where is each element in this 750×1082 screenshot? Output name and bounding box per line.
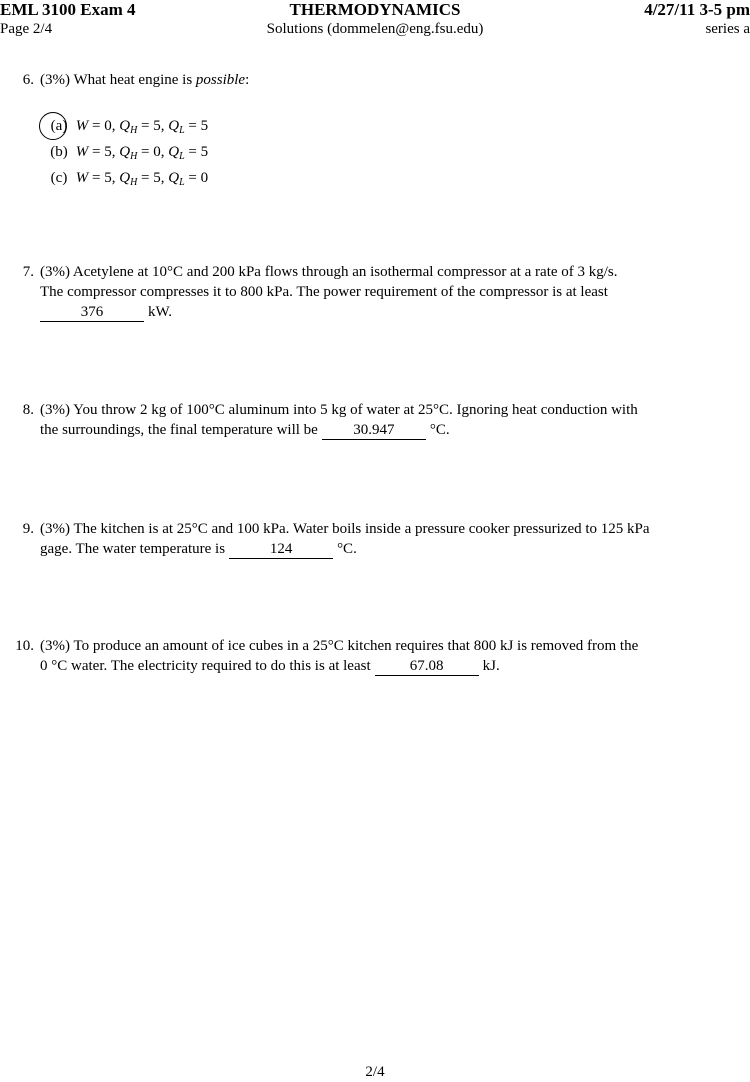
answer-blank: 67.08 bbox=[375, 657, 479, 676]
stem-text: (3%) What heat engine is bbox=[40, 72, 196, 88]
question-text-line: (3%) The kitchen is at 25°C and 100 kPa. Water boils inside a pressure cooker pressurized to 125 kPa bbox=[40, 521, 650, 537]
answer-blank: 124 bbox=[229, 540, 333, 559]
question-text: gage. The water temperature is bbox=[40, 541, 226, 557]
question-number: 9. bbox=[22, 521, 34, 537]
question-text-line: The compressor compresses it to 800 kPa. The power requirement of the compressor is at least bbox=[40, 284, 608, 300]
question-text: the surroundings, the final temperature will be bbox=[40, 422, 318, 438]
question-number: 8. bbox=[22, 402, 34, 418]
question-number: 10. bbox=[15, 638, 34, 654]
question-body bbox=[40, 636, 750, 676]
question-text-line bbox=[40, 420, 750, 440]
question-text-line bbox=[40, 539, 750, 559]
choice-a-text: W bbox=[75, 118, 89, 134]
solutions-contact: Solutions (dommelen@eng.fsu.edu) bbox=[266, 21, 484, 37]
answer-unit: kJ. bbox=[482, 658, 500, 674]
choice-a: (a) W = 0, $Q_H = 5$, $Q_L = 5$ bbox=[46, 116, 208, 141]
choice-label: (c) bbox=[50, 170, 68, 186]
series-label: series a bbox=[705, 21, 750, 37]
exam-datetime: 4/27/11 3-5 pm bbox=[644, 0, 750, 19]
question-text: 0 °C water. The electricity required to do this is at least bbox=[40, 658, 371, 674]
course-title: EML 3100 Exam 4 bbox=[0, 0, 136, 19]
page-header bbox=[0, 0, 750, 38]
stem-emphasis: possible bbox=[195, 72, 246, 88]
footer-page-number: 2/4 bbox=[365, 1064, 385, 1080]
question-text-line: (3%) You throw 2 kg of 100°C aluminum into 5 kg of water at 25°C. Ignoring heat conduction with bbox=[40, 402, 638, 418]
question-body bbox=[40, 262, 750, 302]
answer-blank: 376 bbox=[40, 303, 144, 322]
question-body bbox=[40, 519, 750, 559]
question-text-line: (3%) To produce an amount of ice cubes in a 25°C kitchen requires that 800 kJ is removed from the bbox=[40, 638, 639, 654]
selected-answer-circle bbox=[39, 112, 67, 140]
choice-b: (b) W = 5, $Q_H = 0$, $Q_L = 5$ bbox=[46, 142, 208, 167]
page-indicator: Page 2/4 bbox=[0, 21, 53, 37]
answer-unit: °C. bbox=[429, 422, 450, 438]
choice-c: (c) W = 5, $Q_H = 5$, $Q_L = 0$ bbox=[46, 168, 208, 193]
choice-a-label: (a) bbox=[50, 118, 68, 134]
answer-row bbox=[36, 302, 172, 322]
question-number: 6. bbox=[22, 72, 34, 88]
answer-unit: kW. bbox=[148, 304, 173, 320]
question-number: 7. bbox=[22, 264, 34, 280]
subject-title: THERMODYNAMICS bbox=[289, 0, 461, 19]
answer-unit: °C. bbox=[337, 541, 357, 557]
stem-colon: : bbox=[245, 72, 250, 88]
question-text-line bbox=[40, 656, 750, 676]
question-body bbox=[40, 400, 750, 440]
choice-label bbox=[46, 116, 72, 136]
choice-label: (b) bbox=[50, 144, 68, 160]
question-stem bbox=[40, 70, 750, 90]
answer-blank: 30.947 bbox=[322, 421, 426, 440]
question-text-line: (3%) Acetylene at 10°C and 200 kPa flows through an isothermal compressor at a rate of 3 kg/s. bbox=[40, 264, 618, 280]
